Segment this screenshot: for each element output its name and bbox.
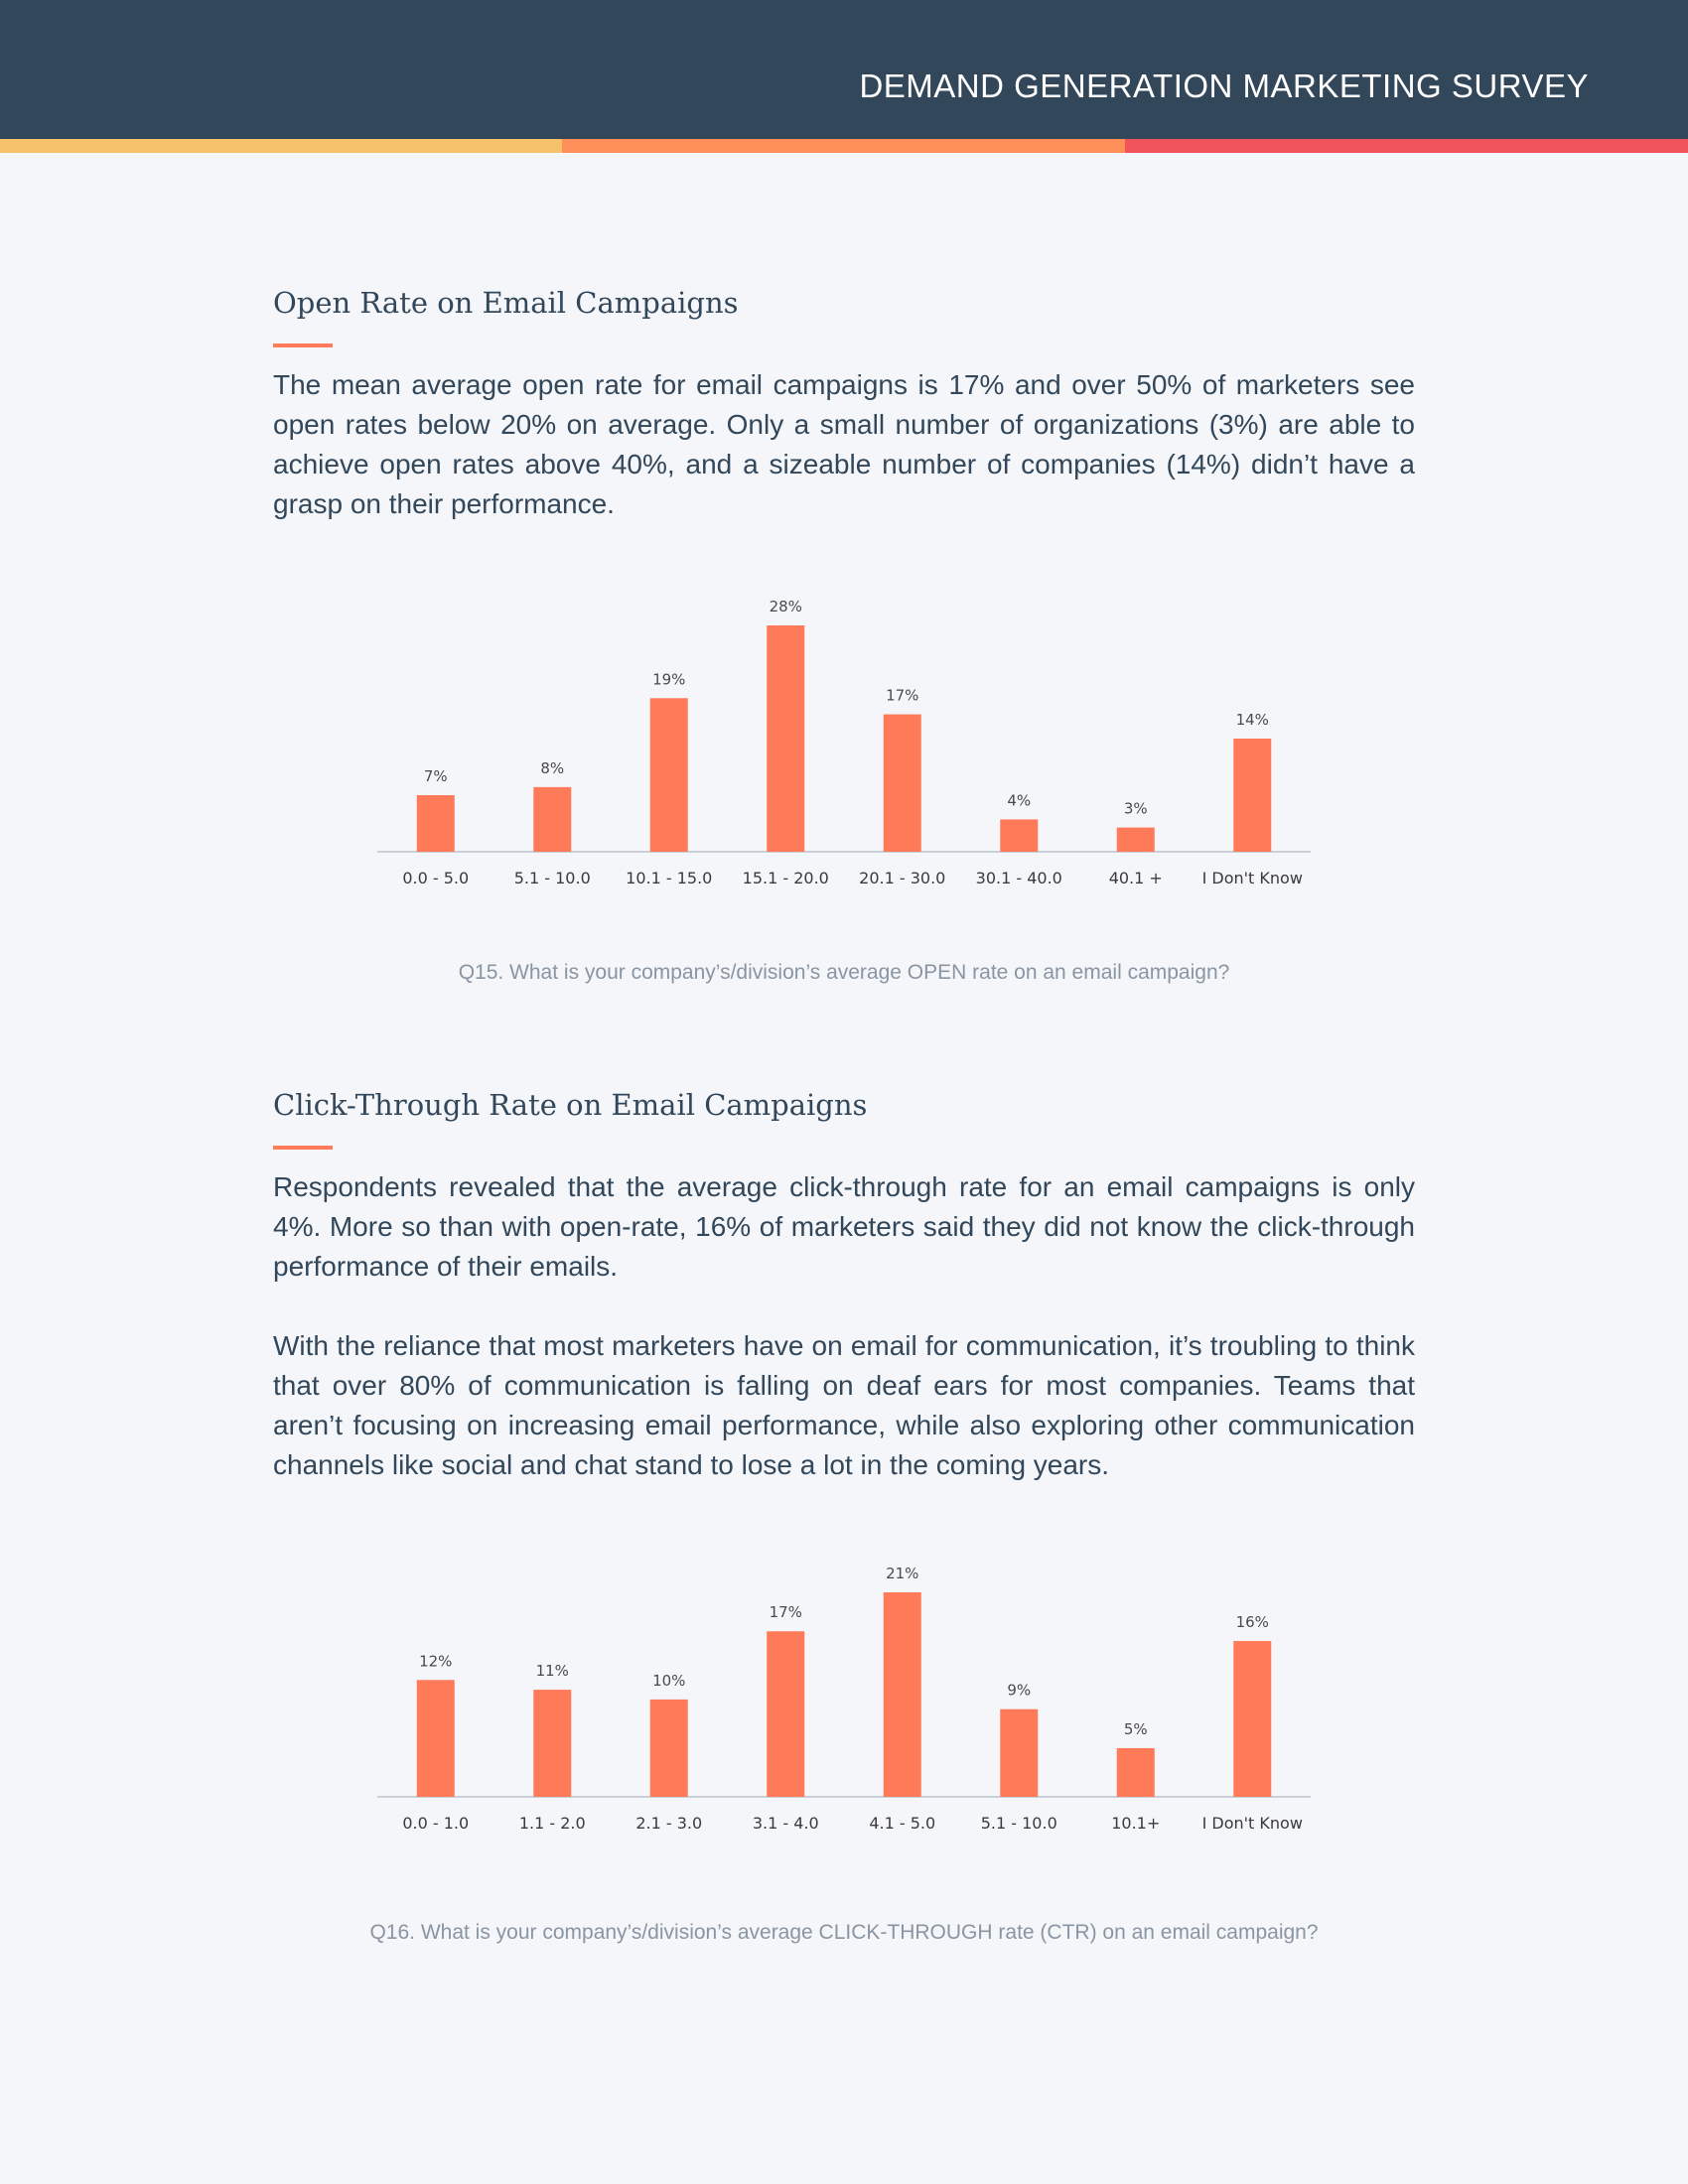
tick-label: 15.1 - 20.0 [742, 869, 829, 884]
data-label: 3% [1123, 799, 1148, 818]
paragraph-open-rate: The mean average open rate for email campaigns is 17% and over 50% of marketers see open rates below 20% on average. Only a small number of organizations (3%) are able to achieve open rates above 40%, and a sizeable number of companies (14%) didn’t have a grasp on their performance. [273, 369, 1415, 519]
data-label: 11% [535, 1662, 569, 1681]
bar [417, 1680, 455, 1797]
header-stripe-yellow [0, 139, 562, 153]
data-label: 17% [886, 686, 919, 705]
tick-label: 20.1 - 30.0 [859, 869, 946, 884]
data-label: 4% [1007, 791, 1032, 810]
data-label: 21% [886, 1565, 919, 1582]
bar [417, 795, 455, 852]
tick-label: 10.1 - 15.0 [626, 869, 713, 884]
tick-label: I Don't Know [1201, 1814, 1303, 1833]
data-label: 5% [1123, 1719, 1148, 1738]
tick-label: 4.1 - 5.0 [869, 1814, 936, 1833]
bar [650, 1700, 688, 1797]
tick-label: I Don't Know [1201, 869, 1303, 884]
data-label: 7% [423, 767, 448, 785]
bar [1000, 819, 1038, 852]
tick-label: 2.1 - 3.0 [635, 1814, 703, 1833]
section-title-click-through: Click-Through Rate on Email Campaigns [273, 1088, 868, 1122]
bar [1117, 828, 1155, 852]
data-label: 10% [652, 1671, 686, 1690]
tick-label: 0.0 - 1.0 [402, 1814, 470, 1833]
caption-q16: Q16. What is your company’s/division’s average CLICK-THROUGH rate (CTR) on an email campaign? [369, 1921, 1319, 1944]
section-title-open-rate: Open Rate on Email Campaigns [273, 286, 739, 320]
open-rate-chart [0, 586, 1688, 884]
page-header [0, 0, 1688, 139]
bar [1233, 1641, 1271, 1797]
click-through-chart [0, 1549, 1688, 1837]
tick-label: 30.1 - 40.0 [975, 869, 1062, 884]
bar [884, 1592, 921, 1797]
bar [1233, 739, 1271, 852]
bar [767, 625, 804, 852]
header-stripe-orange [562, 139, 1125, 153]
paragraph-ctr-2: With the reliance that most marketers have on email for communication, it’s troubling to think that over 80% of communication is falling on deaf ears for most companies. Teams that aren’t focusing on increasing email performance, while also exploring other communication channels like social and chat stand to lose a lot in the coming years. [273, 1330, 1415, 1480]
data-label: 9% [1007, 1681, 1032, 1700]
section-rule [273, 1146, 333, 1150]
section-rule [273, 343, 333, 347]
paragraph-ctr-1: Respondents revealed that the average click-through rate for an email campaigns is only 4%. More so than with open-rate, 16% of marketers said they did not know the click-through performance of their emails. [273, 1171, 1415, 1282]
tick-label: 1.1 - 2.0 [518, 1814, 586, 1833]
bar [533, 787, 571, 852]
tick-label: 5.1 - 10.0 [980, 1814, 1057, 1833]
caption-q15: Q15. What is your company’s/division’s average OPEN rate on an email campaign? [458, 961, 1230, 984]
bar [533, 1690, 571, 1797]
data-label: 19% [652, 670, 686, 689]
tick-label: 3.1 - 4.0 [752, 1814, 819, 1833]
data-label: 12% [419, 1652, 453, 1671]
bar [1000, 1709, 1038, 1797]
bar [767, 1631, 804, 1797]
bar [1117, 1748, 1155, 1797]
header-title: DEMAND GENERATION MARKETING SURVEY [859, 68, 1589, 104]
tick-label: 10.1+ [1111, 1814, 1161, 1833]
bar [884, 715, 921, 852]
data-label: 16% [1235, 1613, 1269, 1632]
data-label: 8% [540, 758, 565, 777]
data-label: 14% [1235, 711, 1269, 729]
header-stripe-red [1125, 139, 1688, 153]
tick-label: 0.0 - 5.0 [402, 869, 470, 884]
tick-label: 40.1 + [1108, 869, 1163, 884]
data-label: 17% [769, 1603, 802, 1622]
tick-label: 5.1 - 10.0 [513, 869, 591, 884]
data-label: 28% [769, 598, 802, 615]
bar [650, 698, 688, 852]
